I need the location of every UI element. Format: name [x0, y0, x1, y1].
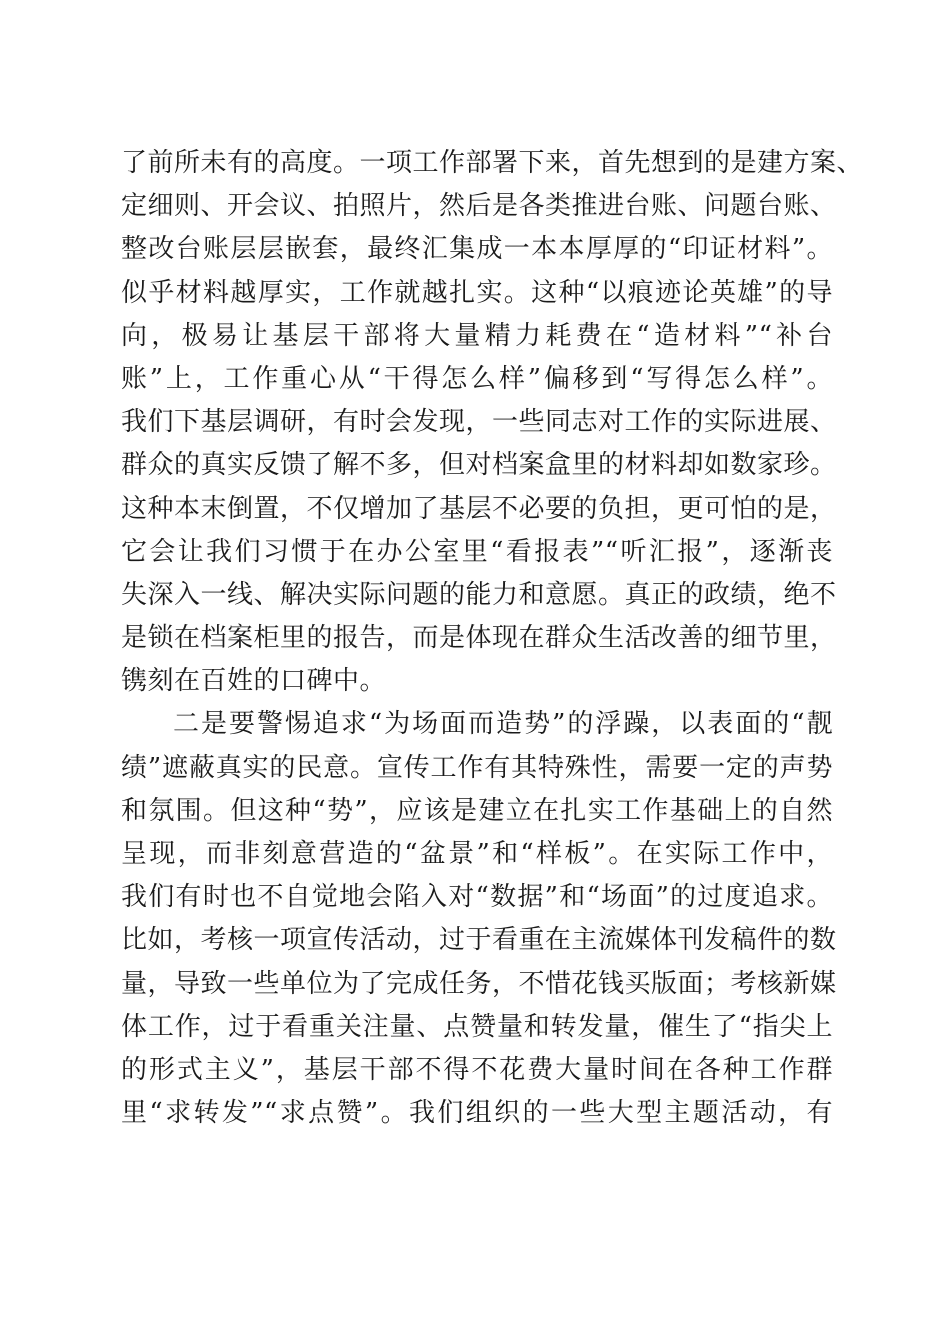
text-line: 这种本末倒置，不仅增加了基层不必要的负担，更可怕的是，: [121, 493, 837, 524]
text-line: 我们下基层调研，有时会发现，一些同志对工作的实际进展、: [121, 407, 837, 438]
text-line: 和氛围。但这种“势”，应该是建立在扎实工作基础上的自然: [121, 795, 833, 826]
text-line: 我们有时也不自觉地会陷入对“数据”和“场面”的过度追求。: [121, 882, 833, 913]
text-line: 里“求转发”“求点赞”。我们组织的一些大型主题活动，有: [121, 1098, 833, 1129]
text-line: 的形式主义”，基层干部不得不花费大量时间在各种工作群: [121, 1054, 833, 1085]
text-line: 了前所未有的高度。一项工作部署下来，首先想到的是建方案、: [121, 148, 864, 178]
paragraph-1: [121, 142, 864, 703]
text-line: 是锁在档案柜里的报告，而是体现在群众生活改善的细节里，: [121, 623, 837, 654]
text-line: 账”上，工作重心从“干得怎么样”偏移到“写得怎么样”。: [121, 363, 833, 394]
text-line: 它会让我们习惯于在办公室里“看报表”“听汇报”，逐渐丧: [121, 536, 833, 567]
text-line: 绩”遮蔽真实的民意。宣传工作有其特殊性，需要一定的声势: [121, 752, 833, 783]
text-line: 呈现，而非刻意营造的“盆景”和“样板”。在实际工作中，: [121, 839, 833, 869]
text-line: 失深入一线、解决实际问题的能力和意愿。真正的政绩，绝不: [121, 579, 837, 610]
text-line: 定细则、开会议、拍照片，然后是各类推进台账、问题台账、: [121, 191, 837, 222]
paragraph-2: [121, 703, 837, 1135]
text-line: 整改台账层层嵌套，最终汇集成一本本厚厚的“印证材料”。: [121, 234, 833, 265]
text-line: 二是要警惕追求“为场面而造势”的浮躁，以表面的“靓: [173, 709, 833, 740]
text-line: 体工作，过于看重关注量、点赞量和转发量，催生了“指尖上: [121, 1011, 833, 1042]
text-line: 向，极易让基层干部将大量精力耗费在“造材料”“补台: [121, 320, 833, 351]
text-line: 比如，考核一项宣传活动，过于看重在主流媒体刊发稿件的数: [121, 925, 837, 956]
text-line: 似乎材料越厚实，工作就越扎实。这种“以痕迹论英雄”的导: [121, 277, 833, 308]
text-line: 镌刻在百姓的口碑中。: [121, 666, 387, 697]
body-text: [121, 142, 864, 1135]
text-line: 群众的真实反馈了解不多，但对档案盒里的材料却如数家珍。: [121, 450, 837, 481]
text-line: 量，导致一些单位为了完成任务，不惜花钱买版面；考核新媒: [121, 968, 837, 999]
